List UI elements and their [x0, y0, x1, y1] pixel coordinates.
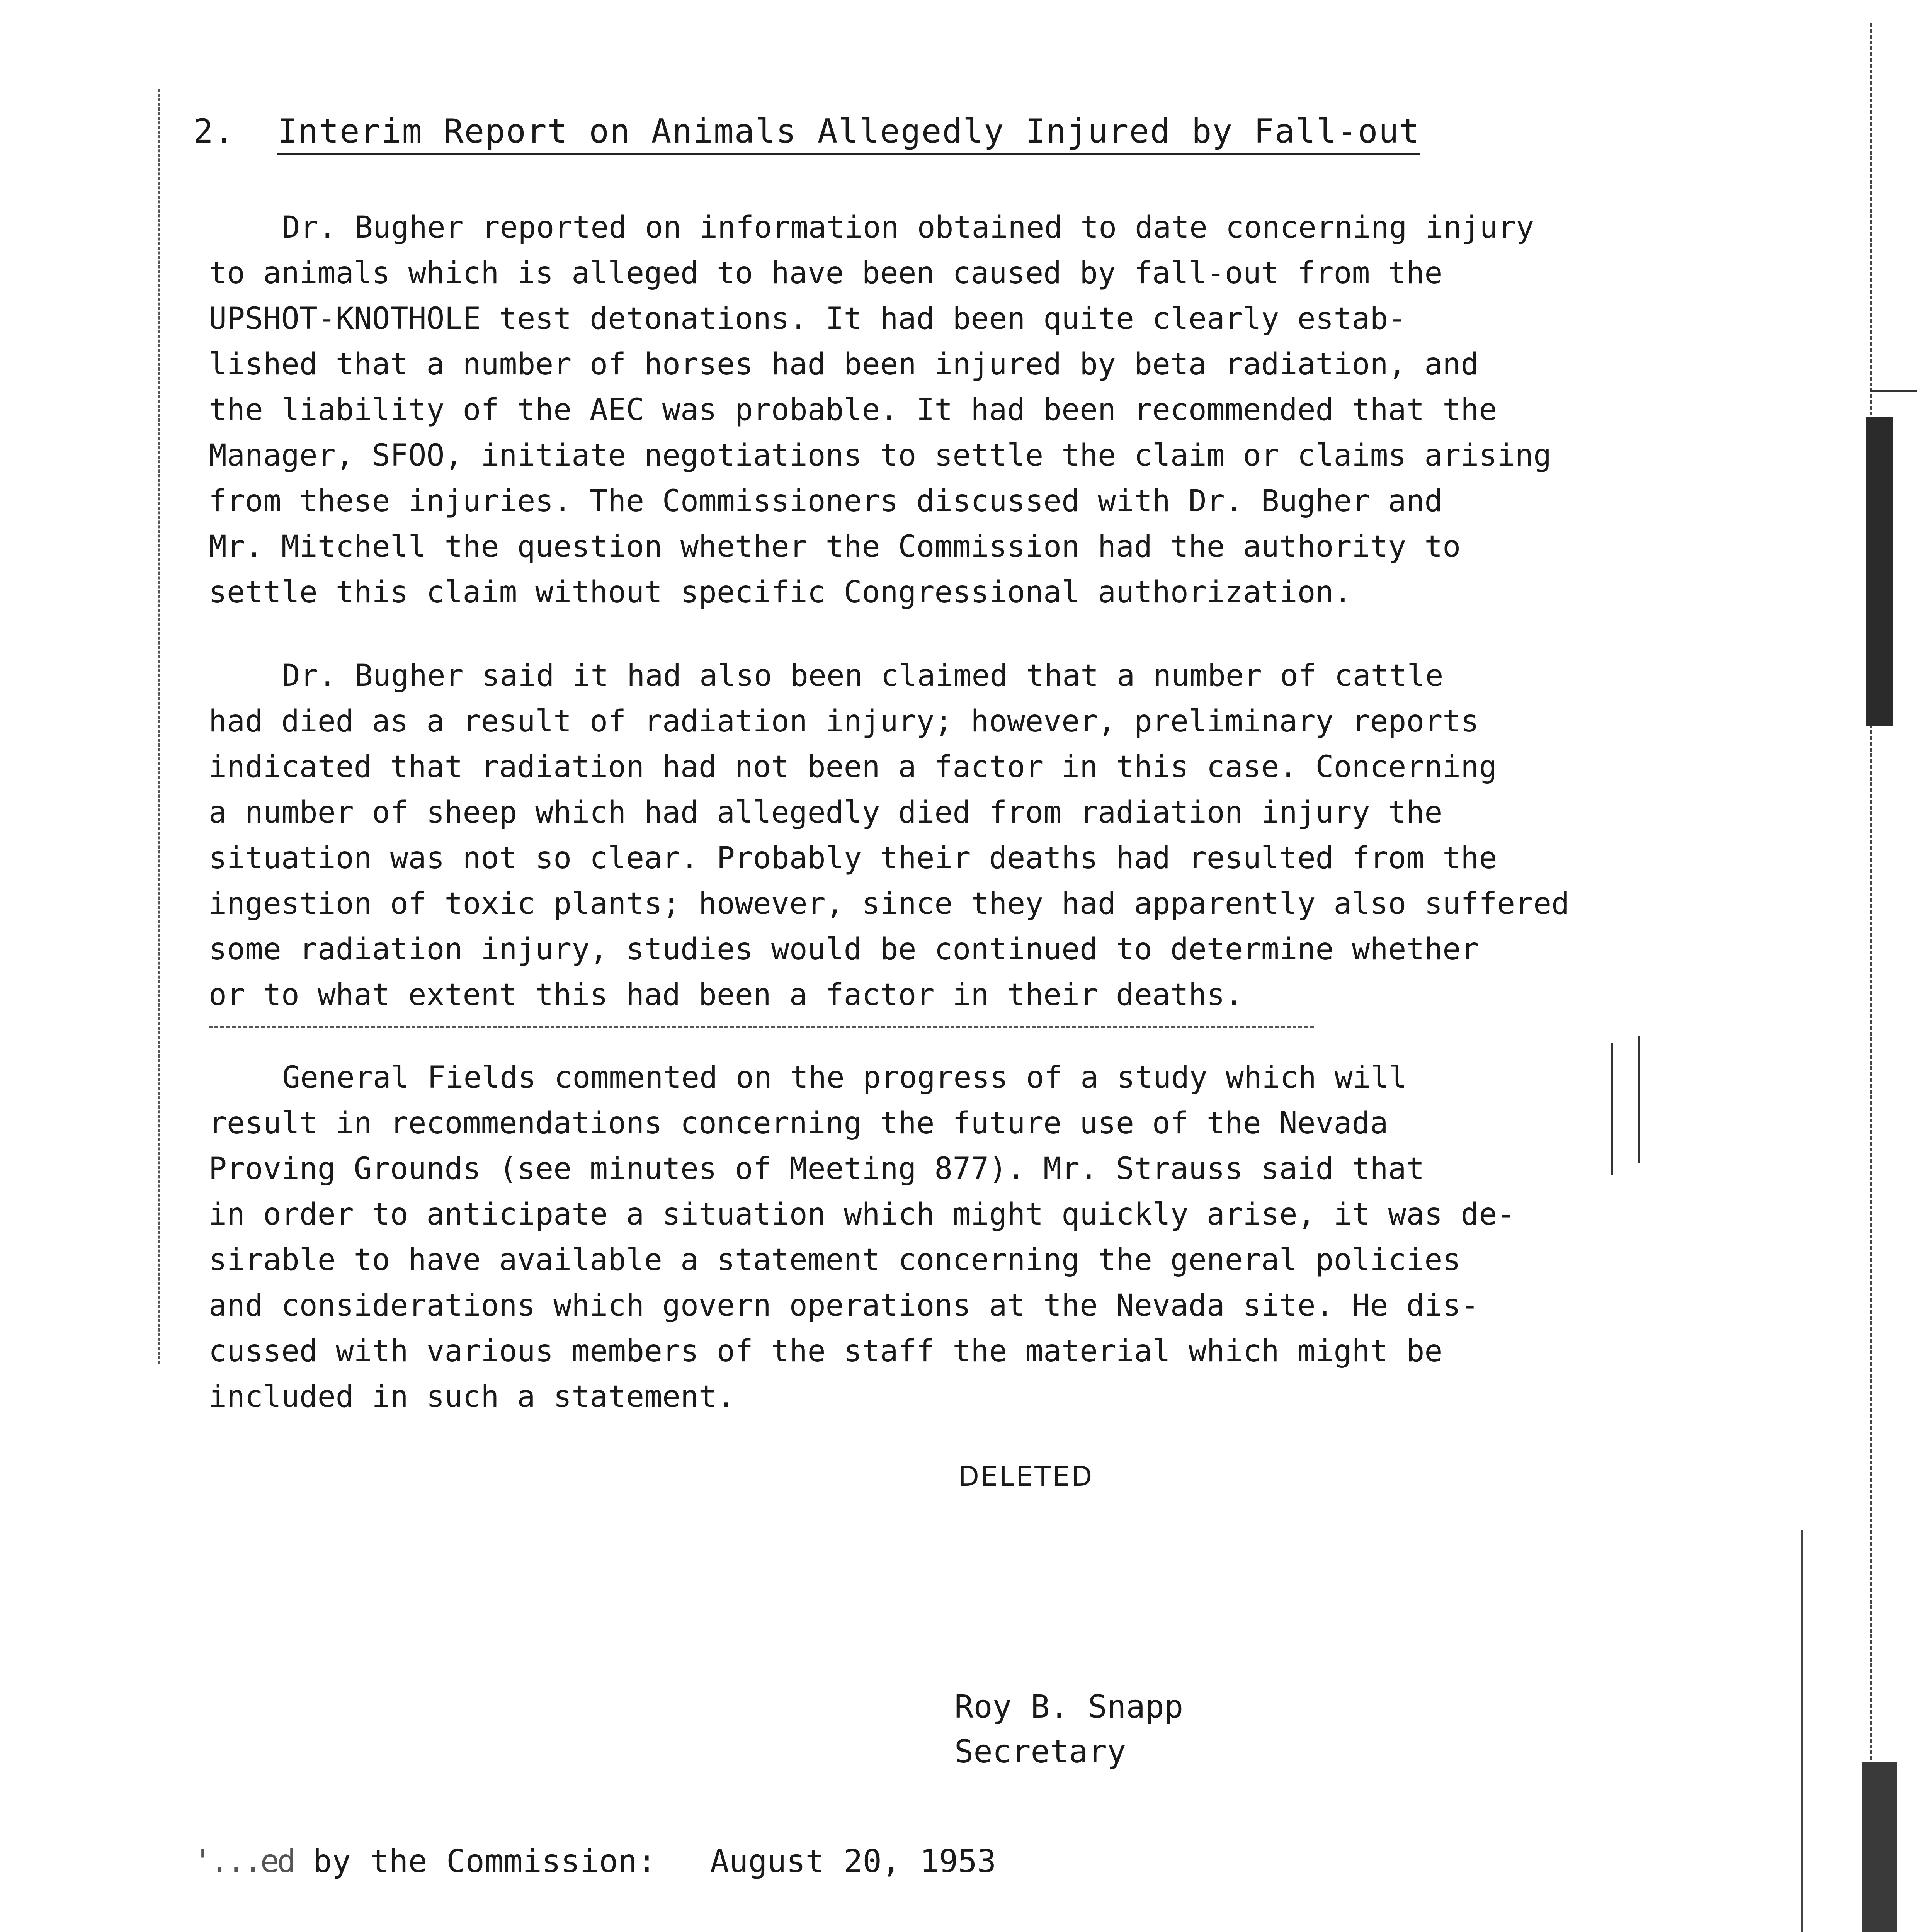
margin-mark-bar [1611, 1043, 1613, 1175]
scan-left-edge [158, 89, 162, 1364]
signer-name: Roy B. Snapp [954, 1689, 1184, 1725]
paragraph-line: the liability of the AEC was probable. It had been recommended that the [209, 393, 1497, 427]
paragraph-line: included in such a statement. [209, 1379, 735, 1414]
section-number: 2. [193, 112, 235, 151]
scan-right-thin-line [1801, 1530, 1803, 1932]
margin-mark-bar [1638, 1036, 1640, 1163]
paragraph-line: settle this claim without specific Congressional authorization. [209, 575, 1352, 610]
paragraph-line: some radiation injury, studies would be continued to determine whether [209, 932, 1479, 967]
scan-dark-block-upper [1866, 417, 1893, 726]
paragraph-line: situation was not so clear. Probably their deaths had resulted from the [209, 841, 1497, 876]
paragraph-line: and considerations which govern operations at the Nevada site. He dis- [209, 1288, 1479, 1323]
paragraph-line: from these injuries. The Commissioners discussed with Dr. Bugher and [209, 484, 1443, 519]
paragraph-line: or to what extent this had been a factor in their deaths. [209, 978, 1243, 1012]
paragraph-line: Mr. Mitchell the question whether the Commission had the authority to [209, 529, 1461, 564]
signature-block [954, 1685, 1183, 1774]
paragraph-line: had died as a result of radiation injury; however, preliminary reports [209, 704, 1479, 739]
paragraph-line: to animals which is alleged to have been caused by fall-out from the [209, 256, 1443, 291]
paragraph-line: a number of sheep which had allegedly died from radiation injury the [209, 795, 1443, 830]
approval-date: August 20, 1953 [710, 1843, 997, 1880]
paragraph-line: in order to anticipate a situation which might quickly arise, it was de- [209, 1197, 1515, 1232]
paragraph-line: UPSHOT-KNOTHOLE test detonations. It had been quite clearly estab- [209, 301, 1406, 336]
paragraph-line: result in recommendations concerning the future use of the Nevada [209, 1106, 1388, 1141]
scan-tick-upper [1870, 390, 1917, 392]
signer-title: Secretary [954, 1733, 1126, 1770]
approval-prefix-smudged: '...ed [193, 1843, 294, 1880]
paragraph-line: Proving Grounds (see minutes of Meeting 877). Mr. Strauss said that [209, 1151, 1425, 1186]
paragraph-line: Dr. Bugher reported on information obtained to date concerning injury [282, 210, 1534, 245]
paragraph-line: Dr. Bugher said it had also been claimed that a number of cattle [282, 658, 1444, 693]
paragraph-horses [209, 205, 1700, 615]
paragraph-line: General Fields commented on the progress of a study which will [282, 1060, 1407, 1095]
paragraph-line: sirable to have available a statement concerning the general policies [209, 1243, 1461, 1277]
paragraph-cattle-sheep [209, 653, 1700, 1018]
paragraph-line: ingestion of toxic plants; however, since they had apparently also suffered [209, 886, 1570, 921]
paragraph-line: Manager, SFOO, initiate negotiations to settle the claim or claims arising [209, 438, 1552, 473]
scan-dark-block-lower [1862, 1762, 1897, 1932]
scan-right-edge [1870, 23, 1874, 1932]
dashed-separator [209, 1026, 1314, 1028]
approval-line [193, 1843, 996, 1880]
section-heading [193, 112, 1420, 151]
deleted-stamp: DELETED [958, 1461, 1094, 1492]
approval-label: by the Commission: [313, 1843, 656, 1880]
paragraph-line: cussed with various members of the staff the material which might be [209, 1334, 1443, 1369]
paragraph-nevada [209, 1055, 1700, 1420]
paragraph-line: lished that a number of horses had been injured by beta radiation, and [209, 347, 1479, 382]
paragraph-line: indicated that radiation had not been a factor in this case. Concerning [209, 750, 1497, 784]
section-title: Interim Report on Animals Allegedly Injured by Fall-out [277, 112, 1420, 155]
